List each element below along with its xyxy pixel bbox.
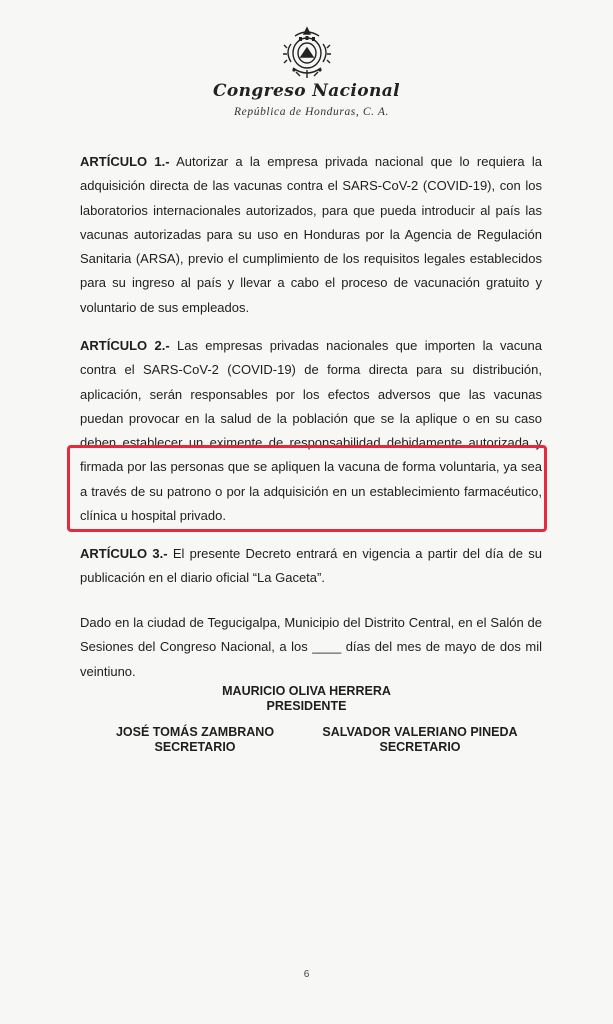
signature-secretary-left: [95, 725, 295, 755]
institution-name: Congreso Nacional: [212, 81, 401, 101]
article-3: [80, 542, 542, 591]
country-name: República de Honduras, C. A.: [234, 106, 389, 118]
article-2-label: ARTÍCULO 2.-: [80, 338, 170, 353]
article-3-text: El presente Decreto entrará en vigencia a partir del día de su publicación en el diario oficial “La Gaceta”.: [80, 546, 542, 586]
secretary-right-title: SECRETARIO: [379, 740, 461, 754]
signature-secretary-right: [305, 725, 535, 755]
article-2: [80, 334, 542, 528]
coat-of-arms-seal-icon: [281, 24, 333, 80]
article-1: [80, 150, 542, 320]
article-2-text: Las empresas privadas nacionales que importen la vacuna contra el SARS-CoV-2 (COVID-19) de forma directa para su distribución, aplicación, serán responsables por los efectos adversos que las vacunas puedan provocar en la salud de la población que se la aplique o en su caso deben establecer un eximente de responsabilidad debidamente autorizada y firmada por las personas que se apliquen la vacuna de forma voluntaria, ya sea a través de su patrono o por la adquisición en un establecimiento farmacéutico, clínica u hospital privado.: [80, 338, 542, 524]
president-name: MAURICIO OLIVA HERRERA: [222, 684, 391, 698]
letterhead: [0, 24, 613, 124]
secretary-right-name: SALVADOR VALERIANO PINEDA: [322, 725, 518, 739]
secretary-left-name: JOSÉ TOMÁS ZAMBRANO: [115, 725, 275, 739]
article-1-text: Autorizar a la empresa privada nacional que lo requiera la adquisición directa de las vacunas contra el SARS-CoV-2 (COVID-19), con los laboratorios internacionales autorizados, para que pueda introducir al país las vacunas autorizadas para su uso en Honduras por la Agencia de Regulación Sanitaria (ARSA), previo el cumplimiento de los requisitos legales establecidos para su ingreso al país y llevar a cabo el proceso de vacunación gratuito y voluntario de sus empleados.: [80, 154, 542, 315]
article-3-label: ARTÍCULO 3.-: [80, 546, 168, 561]
page-number: 6: [303, 969, 310, 980]
secretary-left-title: SECRETARIO: [154, 740, 236, 754]
president-title: PRESIDENTE: [266, 699, 347, 713]
article-1-label: ARTÍCULO 1.-: [80, 154, 170, 169]
closing-paragraph: Dado en la ciudad de Tegucigalpa, Municipio del Distrito Central, en el Salón de Sesiones del Congreso Nacional, a los ____ días del mes de mayo de dos mil veintiuno.: [80, 615, 542, 679]
signature-president: [0, 684, 613, 714]
